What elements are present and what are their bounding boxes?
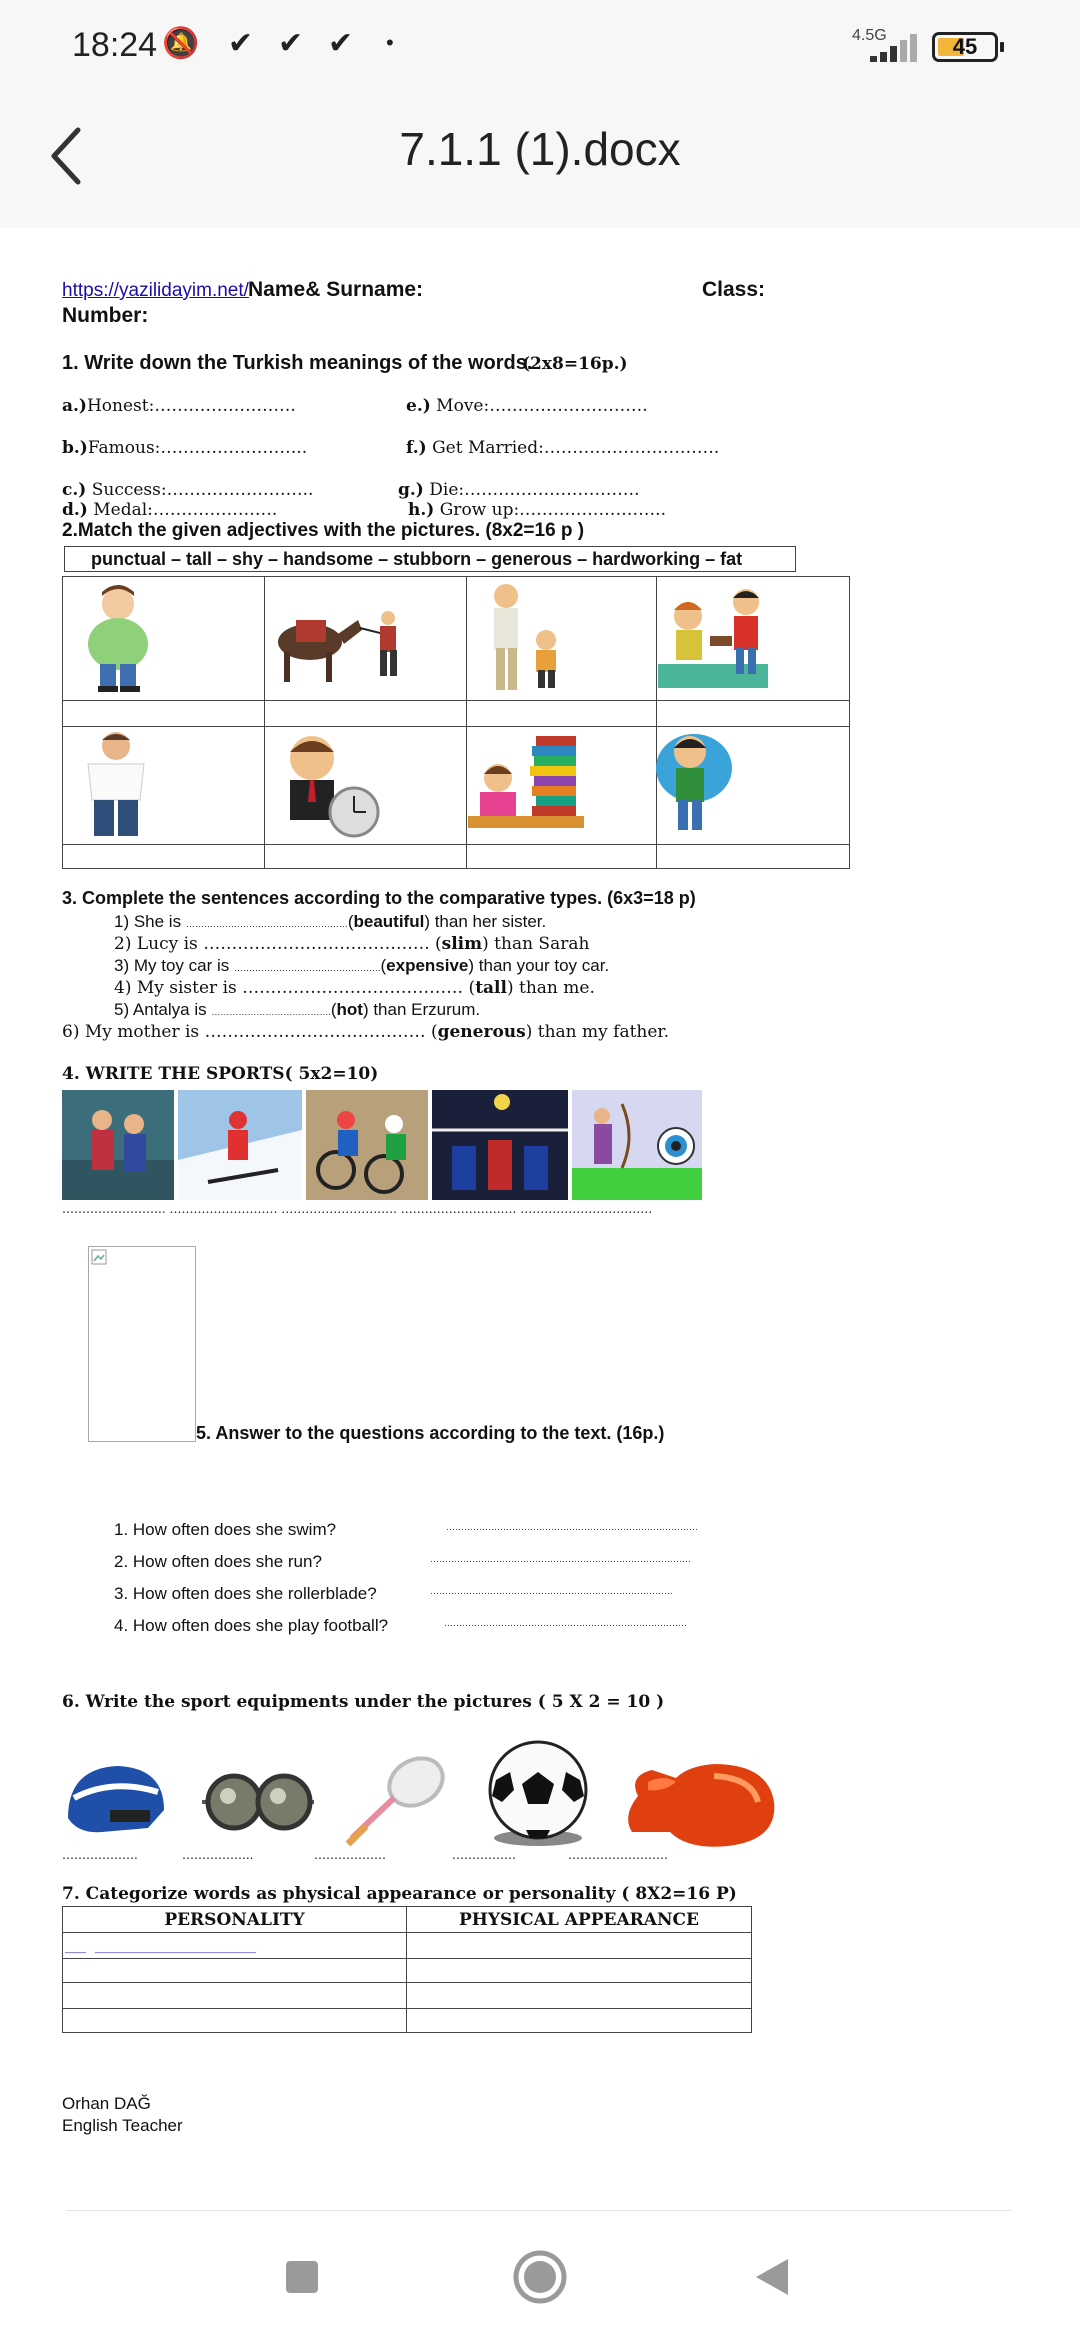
teacher-role: English Teacher (62, 2116, 183, 2135)
personality-header: PERSONALITY (63, 1907, 407, 1933)
check-icon: ✔ (228, 27, 254, 60)
physical-appearance-header: PHYSICAL APPEARANCE (407, 1907, 752, 1933)
q5-answer-line: ……………………………………………………………………… (430, 1586, 673, 1596)
q2-title: 2.Match the given adjectives with the pictures. (8x2=16 p ) (62, 520, 585, 541)
q5-question: 3. How often does she rollerblade? (114, 1584, 377, 1603)
q1-item: a.)Honest:……………………. (62, 396, 296, 416)
cycling-picture (306, 1090, 428, 1200)
status-bar (0, 0, 1080, 78)
battery-icon (932, 32, 998, 62)
title-bar (0, 78, 1080, 228)
q5-answer-line: ……………………………………………………………………… (444, 1618, 687, 1628)
broken-image-placeholder (88, 1246, 196, 1442)
website-link[interactable]: https://yazilidayim.net/ (62, 280, 249, 301)
tall-man-picture (462, 580, 578, 696)
mute-icon: 🔕 (162, 27, 200, 60)
q6-blank: ……………… (314, 1848, 386, 1862)
status-time: 18:24 (72, 26, 158, 64)
q5-title: 5. Answer to the questions according to the text. (16p.) (196, 1423, 665, 1443)
document-page (0, 228, 1080, 2208)
hardworking-student-picture (464, 728, 588, 838)
boxing-glove-picture (618, 1756, 782, 1852)
q5-answer-line: …………………………………………………………………………… (430, 1554, 691, 1564)
volleyball-picture (432, 1090, 568, 1200)
q3-sentence: 6) My mother is ………………………………… (generous) than my father. (62, 1022, 670, 1042)
q1-item: h.) Grow up:…………………….. (408, 500, 666, 520)
q1-item: f.) Get Married:…………………………. (406, 438, 720, 458)
archery-picture (572, 1090, 702, 1200)
q6-blank: ………………. (62, 1848, 138, 1862)
helmet-picture (62, 1758, 168, 1846)
recents-button[interactable] (284, 2259, 320, 2295)
punctual-man-picture (264, 732, 384, 838)
dot-icon: • (386, 30, 394, 55)
home-button[interactable] (512, 2249, 568, 2305)
q3-sentence: 5) Antalya is ………………………………….(hot) than Erzurum. (114, 1000, 481, 1019)
q6-blank: ……………... (182, 1848, 254, 1862)
q1-item: b.)Famous:…………………….. (62, 438, 308, 458)
handsome-man-picture (70, 728, 162, 838)
navigation-bar (0, 2211, 1080, 2340)
q1-item: g.) Die:…………………………. (398, 480, 640, 500)
check-icon: ✔ (328, 27, 354, 60)
q3-sentence: 3) My toy car is ………………………………………….(expensive) than your toy car. (114, 956, 610, 975)
back-nav-button[interactable] (754, 2257, 790, 2297)
name-label: Name& Surname: (248, 278, 424, 301)
network-type: 4.5G (852, 27, 887, 44)
stubborn-donkey-picture (262, 590, 412, 690)
generous-kids-picture (654, 580, 778, 696)
q3-title: 3. Complete the sentences according to the comparative types. (6x3=18 p) (62, 888, 696, 908)
q5-question: 4. How often does she play football? (114, 1616, 389, 1635)
category-table (62, 1906, 752, 2033)
q5-question: 2. How often does she run? (114, 1552, 322, 1571)
q7-title: 7. Categorize words as physical appearance or personality ( 8X2=16 P) (62, 1884, 737, 1904)
soccer-ball-picture (476, 1738, 600, 1850)
q6-title: 6. Write the sport equipments under the pictures ( 5 X 2 = 10 ) (62, 1692, 665, 1712)
q1-points: (2x8=16p.) (522, 354, 628, 374)
goggles-picture (198, 1762, 318, 1844)
word-box: punctual – tall – shy – handsome – stubborn – generous – hardworking – fat (64, 546, 796, 572)
number-label: Number: (62, 304, 149, 327)
teacher-name: Orhan DAĞ (62, 2094, 151, 2113)
racket-picture (342, 1752, 454, 1848)
wrestling-picture (62, 1090, 174, 1200)
q4-answer-line: …………………….. ……………………… …………………….…. …………………….…. …………………………… (62, 1202, 653, 1216)
shy-boy-picture (654, 728, 738, 838)
document-title: 7.1.1 (1).docx (399, 123, 681, 175)
first-cell: ___ _______________________ (63, 1933, 407, 1959)
q3-sentence: 1) She is ………………………………………………(beautiful) than her sister. (114, 912, 547, 931)
q5-answer-line: ………………………………………………………………………… (446, 1522, 698, 1532)
q3-sentence: 2) Lucy is …………………………………. (slim) than Sarah (114, 934, 590, 954)
q5-question: 1. How often does she swim? (114, 1520, 337, 1539)
q1-item: e.) Move:………………………. (406, 396, 648, 416)
q1-item: d.) Medal:…………………. (62, 500, 278, 520)
battery-level: 45 (952, 34, 978, 59)
check-icon: ✔ (278, 27, 304, 60)
skiing-picture (178, 1090, 302, 1200)
broken-image-icon (91, 1249, 107, 1265)
q4-title: 4. WRITE THE SPORTS( 5x2=10) (62, 1064, 379, 1084)
fat-boy-picture (72, 582, 164, 694)
q6-blank: ……………………. (568, 1848, 668, 1862)
q6-blank: ……………. (452, 1848, 516, 1862)
q3-sentence: 4) My sister is ………………………………… (tall) than me. (114, 978, 595, 998)
class-label: Class: (702, 278, 766, 301)
q1-item: c.) Success:…………………….. (62, 480, 314, 500)
q1-title: 1. Write down the Turkish meanings of the words. (62, 352, 533, 374)
